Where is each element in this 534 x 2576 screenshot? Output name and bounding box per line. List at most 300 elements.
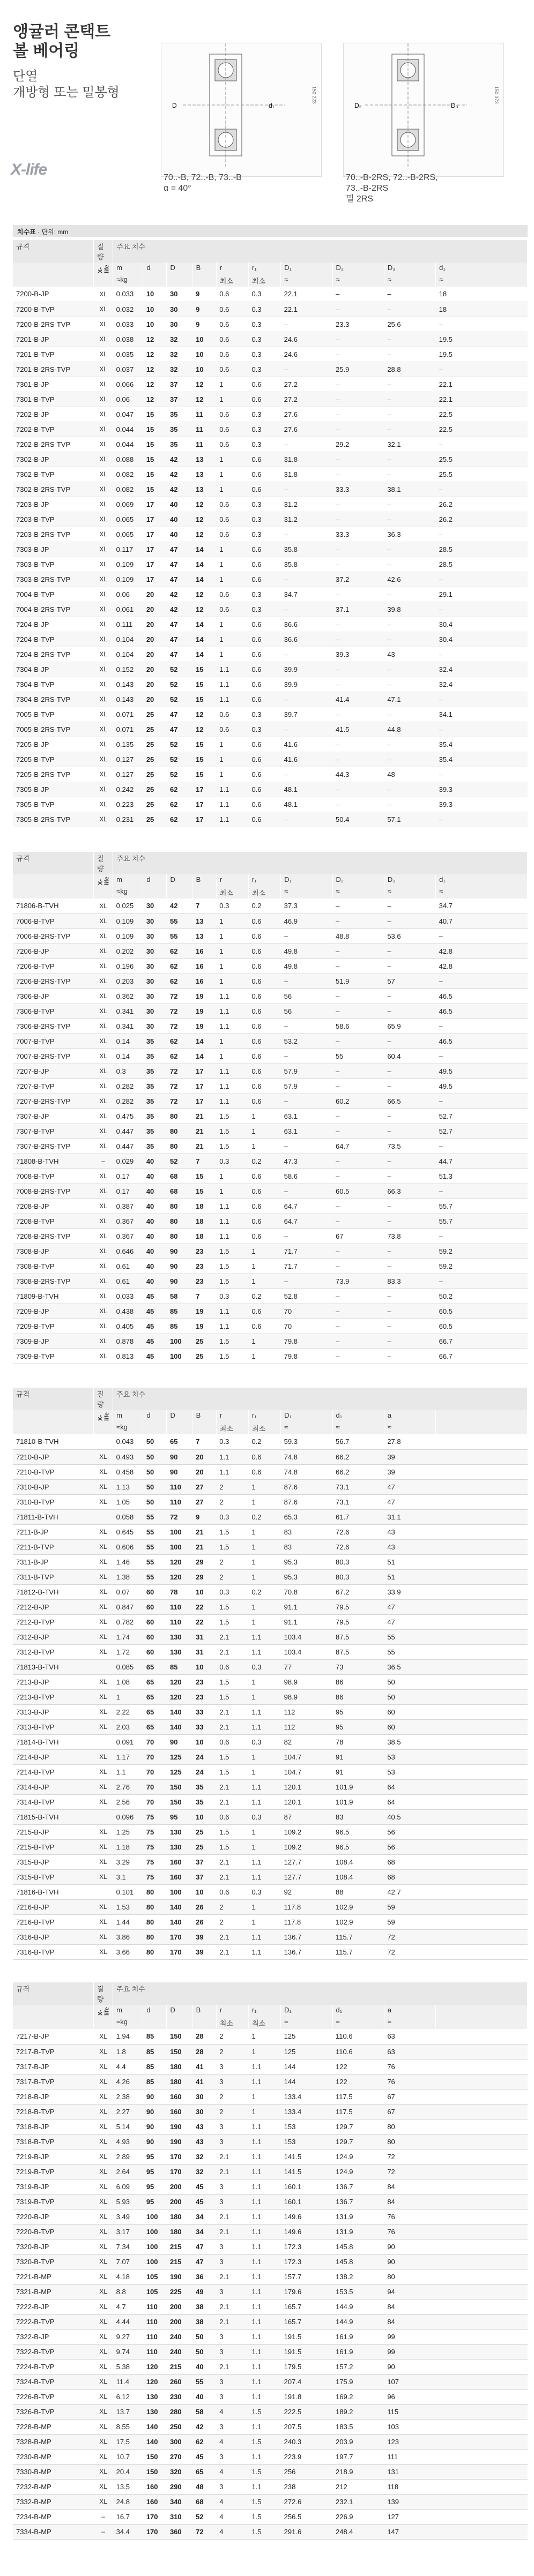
value-cell: 62 [167,1049,192,1064]
value-cell: 2.1 [216,1629,248,1644]
value-cell: XL [94,347,113,362]
value-cell: 140 [167,1914,192,1929]
value-cell: 1.1 [216,1064,248,1079]
value-cell: 20 [143,692,167,707]
designation-cell: 7209-B-TVP [13,1319,94,1334]
value-cell: XL [94,602,113,617]
value-cell: 100 [167,1524,192,1539]
value-cell: 40 [192,2389,216,2404]
value-cell: 110.6 [332,2029,384,2044]
value-cell: 37 [167,392,192,407]
caption-open-types: 70..-B, 72..-B, 73..-B [164,173,242,182]
value-cell: 67 [384,2104,435,2119]
value-cell: 1 [248,1479,280,1494]
value-cell: XL [94,2434,113,2449]
value-cell: 103 [384,2419,435,2434]
value-cell: 10 [192,1584,216,1599]
value-cell: 60 [384,1704,435,1719]
value-cell: 1.1 [248,2344,280,2359]
value-cell: 0.367 [113,1214,143,1229]
designation-cell: 7202-B-TVP [13,422,94,437]
value-cell: – [281,572,332,587]
table-row [13,1334,528,1349]
designation-cell: 7219-B-TVP [13,2164,94,2179]
value-cell: 0.6 [248,632,280,647]
designation-cell: 7322-B-TVP [13,2344,94,2359]
value-cell: 2.1 [216,2359,248,2374]
value-cell: 32 [167,362,192,377]
value-cell: 13 [192,452,216,467]
value-cell [436,2044,528,2059]
table-row [13,1094,528,1109]
value-cell: 17 [192,797,216,812]
value-cell: 15 [192,752,216,767]
value-cell: 29 [192,1554,216,1569]
table-row [13,989,528,1004]
designation-cell: 7308-B-JP [13,1244,94,1259]
value-cell: 55 [332,1049,384,1064]
value-cell: 73 [332,1659,384,1674]
designation-cell: 7207-B-JP [13,1064,94,1079]
value-cell: 0.3 [248,602,280,617]
value-cell: 1.1 [216,1304,248,1319]
value-cell: 3 [216,2284,248,2299]
value-cell: 18 [436,287,528,302]
value-cell: 1.1 [216,1319,248,1334]
value-cell: – [436,317,528,332]
value-cell: 1 [248,2044,280,2059]
table-row [13,422,528,437]
value-cell: 0.61 [113,1274,143,1289]
value-cell: 43 [384,1539,435,1554]
value-cell: 79.8 [281,1349,332,1364]
value-cell: 0.3 [248,437,280,452]
value-cell: 18 [436,302,528,317]
value-cell [436,2269,528,2284]
value-cell: 40 [143,1229,167,1244]
value-cell: 190 [167,2119,192,2134]
value-cell: XL [94,1334,113,1349]
value-cell: 40 [167,497,192,512]
value-cell [436,2479,528,2494]
value-cell: – [436,928,528,943]
header-main-dimensions: 주요 치수 [113,852,528,874]
value-cell: 12 [192,377,216,392]
value-cell: 87.5 [332,1644,384,1659]
value-cell: 95 [143,2194,167,2209]
designation-cell: 7222-B-TVP [13,2314,94,2329]
value-cell: 17 [192,782,216,797]
value-cell: 20 [192,1464,216,1479]
value-cell: XL [94,1779,113,1794]
value-cell: 23 [192,1674,216,1689]
table-row [13,1244,528,1259]
subtitle-seal-type: 개방형 또는 밀봉형 [13,85,120,100]
value-cell: XL [94,928,113,943]
header-sub-4: D [167,263,192,274]
table-row [13,913,528,928]
table-row [13,572,528,587]
value-cell: 108.4 [332,1854,384,1869]
header-unit-1 [94,274,113,287]
value-cell: XL [94,1824,113,1839]
value-cell: XL [94,1629,113,1644]
value-cell: 111 [384,2449,435,2464]
value-cell: 0.242 [113,782,143,797]
table-row [13,497,528,512]
value-cell: – [332,422,384,437]
value-cell: 25 [143,722,167,737]
value-cell: 1.05 [113,1494,143,1509]
value-cell: XL [94,1319,113,1334]
value-cell: 129.7 [332,2134,384,2149]
value-cell: 22.1 [436,377,528,392]
value-cell: 0.3 [248,317,280,332]
value-cell: 147 [384,2524,435,2539]
value-cell: 1.1 [216,1019,248,1034]
value-cell: 1.1 [216,989,248,1004]
value-cell: 280 [167,2404,192,2419]
value-cell: 61.7 [332,1509,384,1524]
value-cell: 55 [143,1539,167,1554]
value-cell: 230 [167,2389,192,2404]
value-cell: 56 [281,989,332,1004]
value-cell: 70 [143,1779,167,1794]
value-cell: 0.6 [216,302,248,317]
value-cell: 4 [216,2494,248,2509]
value-cell: – [436,602,528,617]
value-cell: 0.6 [248,677,280,692]
value-cell [436,1929,528,1944]
value-cell: 13 [192,467,216,482]
value-cell: 1 [216,452,248,467]
table-row [13,632,528,647]
value-cell: 0.043 [113,1434,143,1449]
value-cell: 291.6 [281,2524,332,2539]
value-cell: 25 [143,752,167,767]
designation-cell: 7304-B-2RS-TVP [13,692,94,707]
value-cell: 0.813 [113,1349,143,1364]
value-cell: 1 [248,1139,280,1154]
table-row [13,1229,528,1244]
value-cell: 2 [216,1569,248,1584]
header-unit-3 [143,274,167,287]
value-cell: 65 [143,1704,167,1719]
designation-cell: 7210-B-JP [13,1449,94,1464]
value-cell: 80 [167,1214,192,1229]
value-cell: 80 [384,2269,435,2284]
value-cell: 12 [192,722,216,737]
value-cell: 90 [167,1449,192,1464]
value-cell: 0.3 [248,287,280,302]
value-cell: 4 [216,2509,248,2524]
value-cell: 41 [192,2074,216,2089]
value-cell: 4.26 [113,2074,143,2089]
value-cell: 32.4 [436,677,528,692]
value-cell: 0.033 [113,317,143,332]
header-sub-10: a [384,2005,435,2017]
value-cell: 1 [216,392,248,407]
value-cell: 125 [281,2029,332,2044]
designation-cell: 7007-B-2RS-TVP [13,1049,94,1064]
table-row [13,1824,528,1839]
value-cell: 149.6 [281,2224,332,2239]
value-cell: 0.3 [113,1064,143,1079]
table-row [13,2164,528,2179]
value-cell: 0.6 [248,1094,280,1109]
value-cell: 78 [167,1584,192,1599]
value-cell: 34.4 [113,2524,143,2539]
value-cell: 30 [143,1004,167,1019]
value-cell: 80 [384,2119,435,2134]
value-cell: 1 [248,1334,280,1349]
value-cell: 52 [167,1154,192,1169]
value-cell: – [436,1229,528,1244]
value-cell: – [384,662,435,677]
value-cell: 7 [192,1154,216,1169]
header-mass: 질량 [94,240,113,263]
value-cell: 47 [167,632,192,647]
value-cell: 14 [192,1049,216,1064]
header-sub-0 [13,1410,94,1422]
value-cell [436,1434,528,1449]
value-cell: XL [94,767,113,782]
value-cell: 74.8 [281,1464,332,1479]
value-cell: 15 [192,767,216,782]
value-cell: 75 [143,1854,167,1869]
value-cell: XL [94,2194,113,2209]
header-unit-2: ≈kg [113,2017,143,2029]
value-cell: 59 [384,1914,435,1929]
value-cell: – [384,677,435,692]
value-cell: 272.6 [281,2494,332,2509]
value-cell: 65 [143,1674,167,1689]
value-cell [436,2194,528,2209]
value-cell: 1 [216,632,248,647]
value-cell: 4.44 [113,2314,143,2329]
value-cell: 70 [143,1749,167,1764]
value-cell: 0.3 [248,407,280,422]
value-cell: 1.08 [113,1674,143,1689]
value-cell: 172.3 [281,2239,332,2254]
designation-cell: 7201-B-2RS-TVP [13,362,94,377]
value-cell: 15 [143,482,167,497]
value-cell [94,1734,113,1749]
value-cell: – [384,1214,435,1229]
value-cell: 0.6 [248,1004,280,1019]
value-cell: 21 [192,1124,216,1139]
value-cell: 62 [167,1034,192,1049]
value-cell: – [384,1259,435,1274]
value-cell: 130 [143,2404,167,2419]
value-cell: 0.438 [113,1304,143,1319]
value-cell: 23 [192,1244,216,1259]
table-row [13,2449,528,2464]
designation-cell: 7316-B-TVP [13,1944,94,1959]
value-cell: 104.7 [281,1749,332,1764]
table-row [13,437,528,452]
value-cell [436,2254,528,2269]
value-cell: 42.6 [384,572,435,587]
value-cell: – [332,1334,384,1349]
value-cell: 27.6 [281,422,332,437]
value-cell: 157.7 [281,2269,332,2284]
value-cell: 0.6 [248,752,280,767]
header-sub-4: D [167,874,192,886]
value-cell: 144 [281,2059,332,2074]
table-row [13,2104,528,2119]
value-cell: 50 [143,1479,167,1494]
value-cell: 0.109 [113,928,143,943]
value-cell: 0.2 [248,1434,280,1449]
value-cell: – [332,898,384,913]
value-cell: 0.109 [113,572,143,587]
value-cell: 80 [143,1929,167,1944]
value-cell: XL [94,782,113,797]
table-row [13,1809,528,1824]
value-cell: 0.447 [113,1124,143,1139]
value-cell: 0.3 [216,1154,248,1169]
value-cell: – [384,1034,435,1049]
value-cell: 68 [384,1854,435,1869]
value-cell: XL [94,2284,113,2299]
header-sub-1: X-life [94,874,113,886]
value-cell: 0.6 [248,767,280,782]
value-cell: 0.6 [248,647,280,662]
value-cell: 47.1 [384,692,435,707]
value-cell: – [332,1349,384,1364]
value-cell: 1.1 [248,2314,280,2329]
value-cell: 117.5 [332,2104,384,2119]
value-cell: XL [94,497,113,512]
header-unit-7: 최소 [248,886,280,898]
bearing-drawing-sealed [343,43,504,177]
value-cell: 39.3 [436,797,528,812]
value-cell: 112 [281,1704,332,1719]
value-cell: 26.2 [436,497,528,512]
value-cell: 27.2 [281,377,332,392]
value-cell: 1.1 [248,2449,280,2464]
value-cell: 35 [143,1094,167,1109]
value-cell: 0.3 [216,1289,248,1304]
value-cell: 60.2 [332,1094,384,1109]
designation-cell: 7318-B-JP [13,2119,94,2134]
value-cell: – [384,617,435,632]
value-cell: 1.1 [248,2134,280,2149]
header-sub-5: B [192,1410,216,1422]
table-row [13,2314,528,2329]
value-cell: 38.5 [384,1734,435,1749]
value-cell: 0.104 [113,647,143,662]
value-cell: – [281,1229,332,1244]
header-unit-11 [436,1422,528,1434]
header-sub-8: D₁ [281,1410,332,1422]
value-cell: 15 [143,437,167,452]
header-sub-7: r₁ [248,2005,280,2017]
header-sub-10: D₃ [384,263,435,274]
value-cell [436,2239,528,2254]
value-cell: 13.5 [113,2479,143,2494]
value-cell: 260 [167,2374,192,2389]
value-cell: 136.7 [332,2194,384,2209]
svg-text:D₃: D₃ [451,102,458,109]
table-row [13,467,528,482]
value-cell: 68 [167,1184,192,1199]
value-cell: 112 [281,1719,332,1734]
value-cell: 133.4 [281,2089,332,2104]
value-cell: 19.5 [436,332,528,347]
value-cell: 5.38 [113,2359,143,2374]
value-cell: 50.4 [332,812,384,827]
table-row [13,2419,528,2434]
value-cell: 131.9 [332,2209,384,2224]
value-cell: – [384,422,435,437]
value-cell: 141.5 [281,2164,332,2179]
value-cell: 1 [248,1749,280,1764]
value-cell: 34 [192,2224,216,2239]
value-cell: 2.1 [216,1794,248,1809]
value-cell: 0.362 [113,989,143,1004]
designation-cell: 7209-B-JP [13,1304,94,1319]
value-cell: 50 [384,1674,435,1689]
value-cell: 64.7 [281,1199,332,1214]
value-cell: 26 [192,1899,216,1914]
value-cell: 1.5 [216,1244,248,1259]
value-cell: – [332,392,384,407]
value-cell: – [332,587,384,602]
value-cell: 1.1 [248,1704,280,1719]
value-cell: 2.22 [113,1704,143,1719]
value-cell: 2.1 [216,2164,248,2179]
value-cell: 33 [192,1704,216,1719]
header-unit-3 [143,886,167,898]
value-cell: 7 [192,1289,216,1304]
value-cell: 0.202 [113,943,143,958]
value-cell: 51.3 [436,1169,528,1184]
value-cell: 14 [192,572,216,587]
value-cell: 2 [216,1914,248,1929]
value-cell: 0.2 [248,1154,280,1169]
value-cell: – [384,1124,435,1139]
value-cell: 72 [384,1944,435,1959]
value-cell: 0.6 [248,958,280,974]
value-cell: – [384,557,435,572]
value-cell: 0.847 [113,1599,143,1614]
value-cell: – [332,497,384,512]
value-cell: 80 [384,2134,435,2149]
value-cell: 91 [332,1749,384,1764]
value-cell [436,2149,528,2164]
header-unit-3 [143,1422,167,1434]
value-cell: 238 [281,2479,332,2494]
value-cell: 83 [332,1809,384,1824]
designation-cell: 71808-B-TVH [13,1154,94,1169]
value-cell: – [332,512,384,527]
value-cell: 60.5 [436,1319,528,1334]
value-cell: 47 [192,2239,216,2254]
value-cell: 75 [143,1809,167,1824]
value-cell: 42.8 [436,943,528,958]
value-cell: 131 [384,2464,435,2479]
value-cell: 36.3 [384,527,435,542]
header-sub-8: D₁ [281,2005,332,2017]
value-cell: 4 [216,2434,248,2449]
table-row [13,1524,528,1539]
value-cell: 80 [167,1229,192,1244]
designation-cell: 7312-B-JP [13,1629,94,1644]
value-cell: 72.6 [332,1539,384,1554]
value-cell: 44.7 [436,1154,528,1169]
